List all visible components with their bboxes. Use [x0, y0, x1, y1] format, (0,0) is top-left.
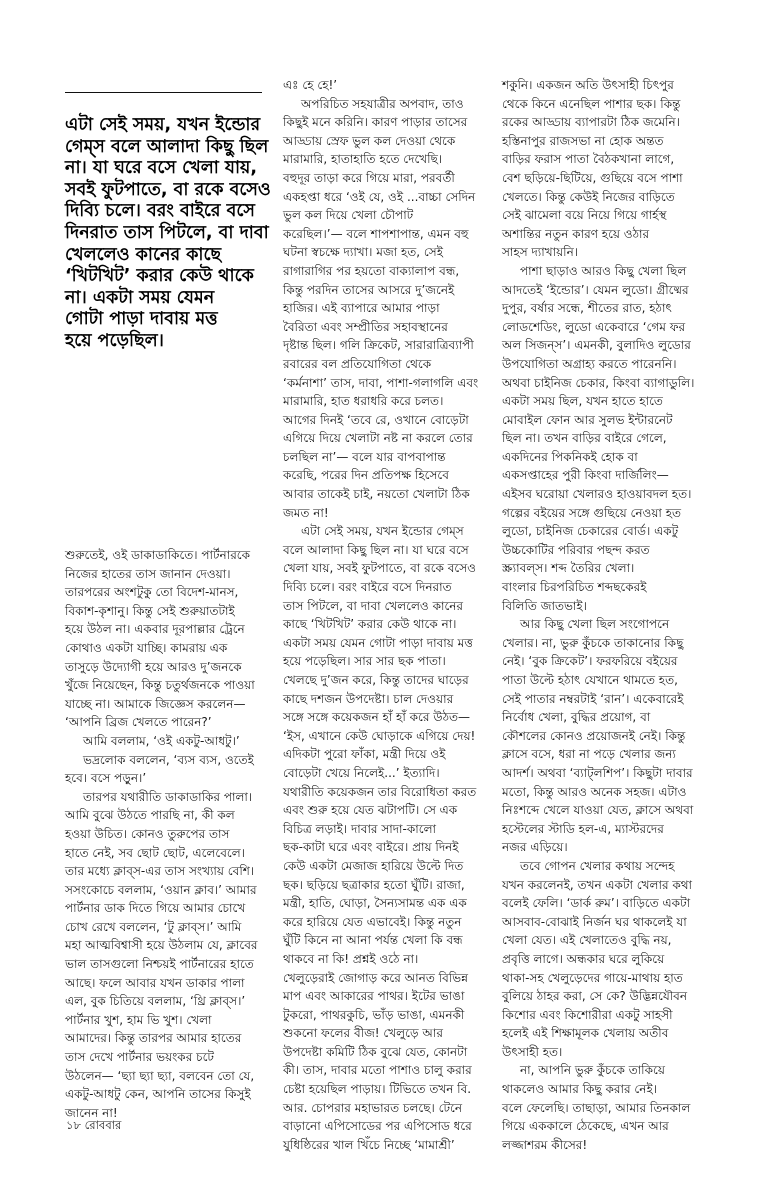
text-line: তাস দেখে পার্টনার ভয়ংকর চটে — [65, 1050, 214, 1065]
text-line: উৎসাহী হত। — [502, 1044, 563, 1059]
text-line: জানেন না! — [65, 1105, 118, 1120]
pull-quote-line: এটা সেই সময়, যখন ইন্ডোর — [65, 115, 261, 135]
pull-quote — [65, 115, 270, 353]
text-line: বেশ ছড়িয়ে-ছিটিয়ে, গুছিয়ে বসে পাশা — [502, 170, 683, 185]
text-line: ছিল না। তখন বাড়ির বাইরে গেলে, — [502, 431, 667, 446]
text-line: মহা আত্মবিশ্বাসী হয়ে উঠলাম যে, ক্লাবের — [65, 938, 258, 953]
text-line: টুকরো, পাথরকুচি, ভাঁড় ভাঙা, এমনকী — [283, 1007, 465, 1022]
text-line: কোথাও একটা যাচ্ছি। কামরায় এক — [65, 640, 228, 655]
text-line: আসবাব-বোঝাই নির্জন ঘর থাকলেই যা — [502, 914, 687, 929]
text-line: হস্টেলের স্টাডি হল-এ, ম্যাস্টরদের — [502, 821, 664, 836]
text-line: বাড়ির ফরাস পাতা বৈঠকখানা লাগে, — [502, 152, 675, 167]
text-line: আবার তাকেই চাই, নয়তো খেলাটা ঠিক — [283, 487, 470, 502]
pull-quote-line: না। একটা সময় যেমন — [65, 287, 215, 308]
text-line: হস্তিনাপুর রাজসভা না হোক অন্তত — [502, 133, 664, 148]
text-line: এটা সেই সময়, যখন ইন্ডোর গেম্‌স — [301, 524, 464, 539]
text-line: কিশোর এবং কিশোরীরা একটু সাহসী — [502, 1007, 673, 1022]
text-line: অল সিজন্‌স’। এমনকী, বুলাদিও লুডোর — [502, 338, 691, 353]
text-line: তাসুড়ে উদ্যোগী হয়ে আরও দু’জনকে — [65, 659, 242, 674]
text-line: যাচ্ছে না। আমাকে জিজ্ঞেস করলেন— — [65, 696, 246, 711]
pull-quote-line: গেম্‌স বলে আলাদা কিছু ছিল — [65, 136, 269, 157]
text-line: রাগারাগির পর হয়তো বাক্যালাপ বন্ধ, — [283, 263, 460, 278]
text-line: কিন্তু পরদিন তাসের আসরে দু’জনেই — [283, 282, 455, 297]
text-line: সাহস দ্যাখায়নি। — [502, 245, 579, 260]
text-line: আগের দিনই ‘তবে রে, ওখানে বোড়েটা — [283, 412, 469, 427]
text-line: যথারীতি কয়েকজন তার বিরোধিতা করত — [283, 784, 477, 799]
text-line: তার মধ্যে ক্লাব্‌স-এর তাস সংখ্যায় বেশি। — [65, 864, 255, 879]
text-line: অশান্তির নতুন কারণ হয়ে ওঠার — [502, 226, 650, 241]
text-line: বলে আলাদা কিছু ছিল না। যা ঘরে বসে — [283, 542, 469, 557]
text-line: পাতা উল্টে হঠাৎ যেখানে থামতে হত, — [502, 673, 678, 687]
text-line: লোডশেডিং, লুডো একেবারে ‘গেম ফর — [502, 319, 686, 334]
text-line: হলেই এই শিক্ষামূলক খেলায় অতীব — [502, 1026, 669, 1041]
text-line: থেকে কিনে এনেছিল পাশার ছক। কিন্তু — [502, 96, 681, 111]
text-line: ভাল তাসগুলো নিশ্চয়ই পার্টনারের হাতে — [65, 957, 254, 972]
text-line: চলছিল না’— বলে যার বাপবাপান্ত — [283, 449, 446, 464]
text-line: একটু-আধটু কেন, আপনি তাসের কিসুই — [65, 1087, 251, 1102]
text-line: আমাদের। কিন্তু তারপর আমার হাতের — [65, 1031, 242, 1046]
text-line: কেউ একটা মেজাজ হারিয়ে উল্টে দিত — [283, 858, 464, 873]
text-line: বলে ফেলেছি। তাছাড়া, আমার তিনকাল — [502, 1100, 691, 1115]
pull-quote-line: ‘খিটখিট’ করার কেউ থাকে — [65, 266, 254, 287]
article-column-right — [502, 76, 724, 1154]
text-line: একটা সময় ছিল, যখন হাতে হাতে — [502, 394, 663, 409]
text-line: না, আপনি ভুরু কুঁচকে তাকিয়ে — [520, 1063, 665, 1078]
text-line: লুডো, চাইনিজ চেকারের বোর্ড। একটু — [502, 524, 679, 539]
text-line: ছক-কাটা ঘরে এবং বাইরে। প্রায় দিনই — [283, 840, 459, 855]
text-line: বোড়েটা খেয়ে নিলেই...’ ইত্যাদি। — [283, 765, 440, 780]
text-line: ক্লাসে বসে, ধরা না পড়ে খেলার জন্য — [502, 747, 676, 762]
text-line: দুপুর, বর্ষার সন্ধে, শীতের রাত, হঠাৎ — [502, 301, 672, 316]
text-line: বাংলার চিরপরিচিত শব্দছকেরই — [502, 580, 647, 595]
text-line: বিকাশ-কৃশানু। কিন্তু সেই শুরুয়াতটাই — [65, 603, 235, 618]
text-line: গল্পের বইয়ের সঙ্গে গুছিয়ে নেওয়া হত — [502, 505, 682, 520]
text-line: শকুনি। একজন অতি উৎসাহী চিৎপুর — [502, 78, 674, 92]
text-line: বলেই ফেলি। ‘ডার্ক রুম’। বাড়িতে একটা — [502, 896, 691, 911]
text-line: আর. চোপরার মহাভারত চলছে। টেনে — [283, 1100, 462, 1115]
text-line: এইসব ঘরোয়া খেলারও হাওয়াবদল হত। — [502, 487, 692, 502]
page-number: ১৮ — [66, 1118, 81, 1132]
text-line: একহপ্তা ধরে ‘ওই যে, ওই ...বাচ্চা সেদিন — [283, 189, 476, 204]
text-line: সঙ্গে সঙ্গে কয়েকজন হাঁ হাঁ করে উঠত— — [283, 710, 471, 725]
text-line: নজর এড়িয়ে। — [502, 840, 568, 855]
text-line: খুঁজে নিয়েছেন, কিন্তু চতুর্থজনকে পাওয়া — [65, 678, 255, 693]
text-line: উপযোগিতা অগ্রাহ্য করতে পারেননি। — [502, 356, 677, 371]
text-line: খেলুড়েরাই জোগাড় করে আনত বিভিন্ন — [283, 970, 468, 985]
magazine-name: রোববার — [84, 1118, 122, 1132]
text-line: আছে। ফলে আবার যখন ডাকার পালা — [65, 975, 245, 990]
text-line: আদর্শ। অথবা ‘ব্যাট্‌লশিপ’। কিছুটা দাবার — [502, 765, 693, 780]
text-line: খেলছে দু’জন করে, কিন্তু তাদের ঘাড়ের — [283, 673, 469, 687]
text-line: তারপর যথারীতি ডাকাডাকির পালা। — [83, 789, 253, 804]
text-line: করেছি, পরের দিন প্রতিপক্ষ হিসেবে — [283, 468, 449, 483]
text-line: মন্ত্রী, হাতি, ঘোড়া, সৈন্যসামন্ত এক এক — [283, 896, 467, 911]
text-line: একটা সময় যেমন গোটা পাড়া দাবায় মত্ত — [283, 635, 473, 650]
text-line: মোবাইল ফোন আর সুলভ ইন্টারনেট — [502, 412, 673, 427]
text-line: চেষ্টা হয়েছিল পাড়ায়। টিভিতে তখন বি. — [283, 1082, 472, 1097]
text-line: ছক। ছড়িয়ে ছত্রাকার হতো ঘুঁটি। রাজা, — [283, 877, 465, 892]
text-line: তারপরের অংশটুকু তো বিদেশ-মানস, — [65, 585, 239, 600]
text-line: খেলতে। কিন্তু কেউই নিজের বাড়িতে — [502, 189, 675, 204]
text-line: আদতেই ‘ইন্ডোর’। যেমন লুডো। গ্রীষ্মের — [502, 282, 689, 297]
text-line: অথবা চাইনিজ চেকার, কিংবা ব্যাগাডুলি। — [502, 375, 695, 390]
pull-quote-line: দিব্যি চলে। বরং বাইরে বসে — [65, 201, 255, 222]
text-line: করে হারিয়ে যেত এভাবেই। কিন্তু নতুন — [283, 914, 462, 929]
text-line: নির্বোধ খেলা, বুদ্ধির প্রয়োগ, বা — [502, 710, 651, 725]
pull-quote-line: না। যা ঘরে বসে খেলা যায়, — [65, 158, 258, 179]
text-line: মাপ এবং আকারের পাথর। ইটের ভাঙা — [283, 989, 465, 1004]
text-line: শুকনো ফলের বীজ! খেলুড়ে আর — [283, 1026, 443, 1041]
text-line: শুরুতেই, ওই ডাকাডাকিতে। পার্টনারকে — [65, 548, 251, 562]
text-line: উপদেষ্টা কমিটি ঠিক বুঝে যেত, কোনটা — [283, 1044, 468, 1059]
text-line: কাছে ‘খিটখিট’ করার কেউ থাকে না। — [283, 617, 457, 632]
text-line: কিছুই মনে করিনি। কারণ পাড়ার তাসের — [283, 115, 468, 130]
article-column-left — [65, 546, 270, 1122]
text-line: হয়ে পড়েছিল। সার সার ছক পাতা। — [283, 654, 446, 669]
text-line: ঘটনা স্বচক্ষে দ্যাখা। মজা হত, সেই — [283, 245, 443, 260]
text-line: খেলা যায়, সবই ফুটপাতে, বা রকে বসেও — [283, 561, 476, 576]
text-line: আড্ডায় স্রেফ ভুল কল দেওয়া থেকে — [283, 133, 456, 148]
text-line: যুধিষ্ঠিরের খাল খিঁচে নিচ্ছে ‘মামাশ্রী’ — [283, 1137, 455, 1152]
text-line: এগিয়ে দিয়ে খেলাটা নষ্ট না করলে তোর — [283, 431, 473, 446]
text-line: লজ্জাশরম কীসের! — [502, 1137, 588, 1152]
text-line: পার্টনার খুশ, হাম ভি খুশ। খেলা — [65, 1012, 212, 1027]
text-line: থাকবে না কি! প্রশ্নই ওঠে না। — [283, 951, 419, 966]
text-line: বুলিয়ে ঠাহর করা, সে কে? উদ্ভিন্নযৌবন — [502, 989, 688, 1004]
text-line: বিচিত্র লড়াই। দাবার সাদা-কালো — [283, 821, 436, 836]
text-line: এদিকটা পুরো ফাঁকা, মন্ত্রী দিয়ে ওই — [283, 747, 446, 762]
text-line: হয়ে উঠল না। একবার দূরপাল্লার ট্রেনে — [65, 622, 245, 637]
text-line: বিলিতি জাতভাই। — [502, 598, 587, 613]
text-line: আমি বুঝে উঠতে পারছি না, কী কল — [65, 808, 235, 823]
pull-quote-line: খেললেও কানের কাছে — [65, 244, 222, 265]
text-line: ‘ইস, এখানে কেউ ঘোড়াকে এগিয়ে দেয়! — [283, 728, 476, 743]
text-line: একদিনের পিকনিকই হোক বা — [502, 449, 638, 464]
pull-quote-rule — [65, 92, 262, 93]
text-line: এবং শুরু হয়ে যেত ঝটাপটি। সে এক — [283, 803, 458, 818]
text-line: স্ক্র্যাবল্‌স। শব্দ তৈরির খেলা। — [502, 561, 635, 576]
text-line: থাকা-সহ খেলুড়েদের গায়ে-মাথায় হাত — [502, 970, 683, 985]
text-line: হাজির। এই ব্যাপারে আমার পাড়া — [283, 301, 440, 316]
text-line: কৌশলের কোনও প্রয়োজনই নেই। কিন্তু — [502, 728, 686, 743]
text-line: থাকলেও আমার কিছু করার নেই। — [502, 1082, 657, 1097]
text-line: বাড়ানো এপিসোডের পর এপিসোড ধরে — [283, 1119, 472, 1134]
text-line: নিঃশব্দে খেলে যাওয়া যেত, ক্লাসে অথবা — [502, 803, 694, 818]
pull-quote-line: হয়ে পড়েছিল। — [65, 330, 164, 351]
text-line: যখন করলেনই, তখন একটা খেলার কথা — [502, 877, 693, 892]
text-line: মারামারি, হাত ধরাধরি করে চলত। — [283, 394, 444, 409]
text-line: অপরিচিত সহযাত্রীর অপবাদ, তাও — [301, 96, 464, 111]
text-line: রকের আড্ডায় ব্যাপারটা ঠিক জমেনি। — [502, 115, 680, 130]
text-line: বহুদূর তাড়া করে গিয়ে মারা, পরবর্তী — [283, 170, 455, 185]
text-line: কাছে দশজন উপদেষ্টা। চাল দেওয়ার — [283, 691, 454, 706]
text-line: নেই। ‘বুক ক্রিকেট’। ফরফরিয়ে বইয়ের — [502, 654, 678, 669]
text-line: রবারের বল প্রতিযোগিতা থেকে — [283, 356, 432, 371]
text-line: পার্টনার ডাক দিতে গিয়ে আমার চোখে — [65, 901, 246, 916]
text-line: ভদ্রলোক বললেন, ‘ব্যস ব্যস, ওতেই — [83, 752, 254, 767]
text-line: বৈরিতা এবং সম্প্রীতির সহাবস্থানের — [283, 319, 448, 334]
text-line: তবে গোপন খেলার কথায় সন্দেহ — [520, 858, 675, 873]
text-line: দিব্যি চলে। বরং বাইরে বসে দিনরাত — [283, 580, 452, 595]
text-line: চোখ রেখে বললেন, ‘টু ক্লাব্‌স।’ আমি — [65, 919, 242, 934]
pull-quote-line: গোটা পাড়া দাবায় মত্ত — [65, 309, 218, 330]
text-line: এল, বুক চিতিয়ে বললাম, ‘থ্রি ক্লাব্‌স।’ — [65, 994, 246, 1009]
text-line: জমত না! — [283, 505, 329, 520]
text-line: সেই ঝামেলা বয়ে নিয়ে গিয়ে গার্হস্থ — [502, 208, 667, 223]
text-line: কী। তাস, দাবার মতো পাশাও চালু করার — [283, 1063, 472, 1078]
pull-quote-line: দিনরাত তাস পিটলে, বা দাবা — [65, 222, 269, 243]
text-line: তাস পিটলে, বা দাবা খেললেও কানের — [283, 598, 464, 613]
article-column-middle — [283, 76, 488, 1154]
text-line: করেছিল।’— বলে শাপশাপান্ত, এমন বহু — [283, 226, 469, 241]
text-line: ‘আপনি ব্রিজ খেলতে পারেন?’ — [65, 715, 212, 730]
text-line: মতো, কিন্তু আরও অনেক সহজ। এটাও — [502, 784, 687, 799]
text-line: সেই পাতার নম্বরটাই ‘রান’। একেবারেই — [502, 691, 684, 706]
text-line: উঠলেন— ‘ছ্যা ছ্যা ছ্যা, বলবেন তো যে, — [65, 1068, 255, 1083]
text-line: হাতে নেই, সব ছোট ছোট, এলেবেলে। — [65, 845, 245, 860]
text-line: হবে। বসে পড়ুন।’ — [65, 771, 147, 786]
pull-quote-line: সবই ফুটপাতে, বা রকে বসেও — [65, 179, 271, 200]
text-line: ঘুঁটি কিনে না আনা পর্যন্ত খেলা কি বন্ধ — [283, 933, 463, 948]
page-footer — [66, 1117, 121, 1136]
text-line: নিজের হাতের তাস জানান দেওয়া। — [65, 566, 231, 581]
text-line: দৃষ্টান্ত ছিল। গলি ক্রিকেট, সারারাত্রিব্যাপী — [283, 338, 474, 353]
text-line: মারামারি, হাতাহাতি হতে দেখেছি। — [283, 152, 443, 167]
text-line: সসংকোচে বললাম, ‘ওয়ান ক্লাব।’ আমার — [65, 882, 257, 897]
text-line: গিয়ে এককালে ঠেকেছে, এখন আর — [502, 1119, 669, 1134]
text-line: খেলা যেত। এই খেলাতেও বুদ্ধি নয়, — [502, 933, 672, 948]
text-line: এঃ হে হে!’ — [283, 78, 338, 92]
text-line: আমি বললাম, ‘ওই একটু-আধটু।’ — [83, 733, 240, 748]
text-line: পাশা ছাড়াও আরও কিছু খেলা ছিল — [520, 263, 687, 278]
text-line: প্রবৃত্তি লাগে। অন্ধকার ঘরে লুকিয়ে — [502, 951, 665, 966]
text-line: ভুল কল দিয়ে খেলা চৌপাট — [283, 208, 414, 223]
text-line: খেলার। না, ভুরু কুঁচকে তাকানোর কিছু — [502, 635, 684, 650]
text-line: ‘কর্মনাশা’ তাস, দাবা, পাশা-গলাগলি এবং — [283, 375, 479, 390]
text-line: একসপ্তাহের পুরী কিংবা দার্জিলিং— — [502, 468, 669, 483]
text-line: আর কিছু খেলা ছিল সংগোপনে — [520, 617, 670, 632]
text-line: উচ্চকোটির পরিবার পছন্দ করত — [502, 542, 650, 557]
text-line: হওয়া উচিত। কোনও তুরুপের তাস — [65, 826, 230, 841]
